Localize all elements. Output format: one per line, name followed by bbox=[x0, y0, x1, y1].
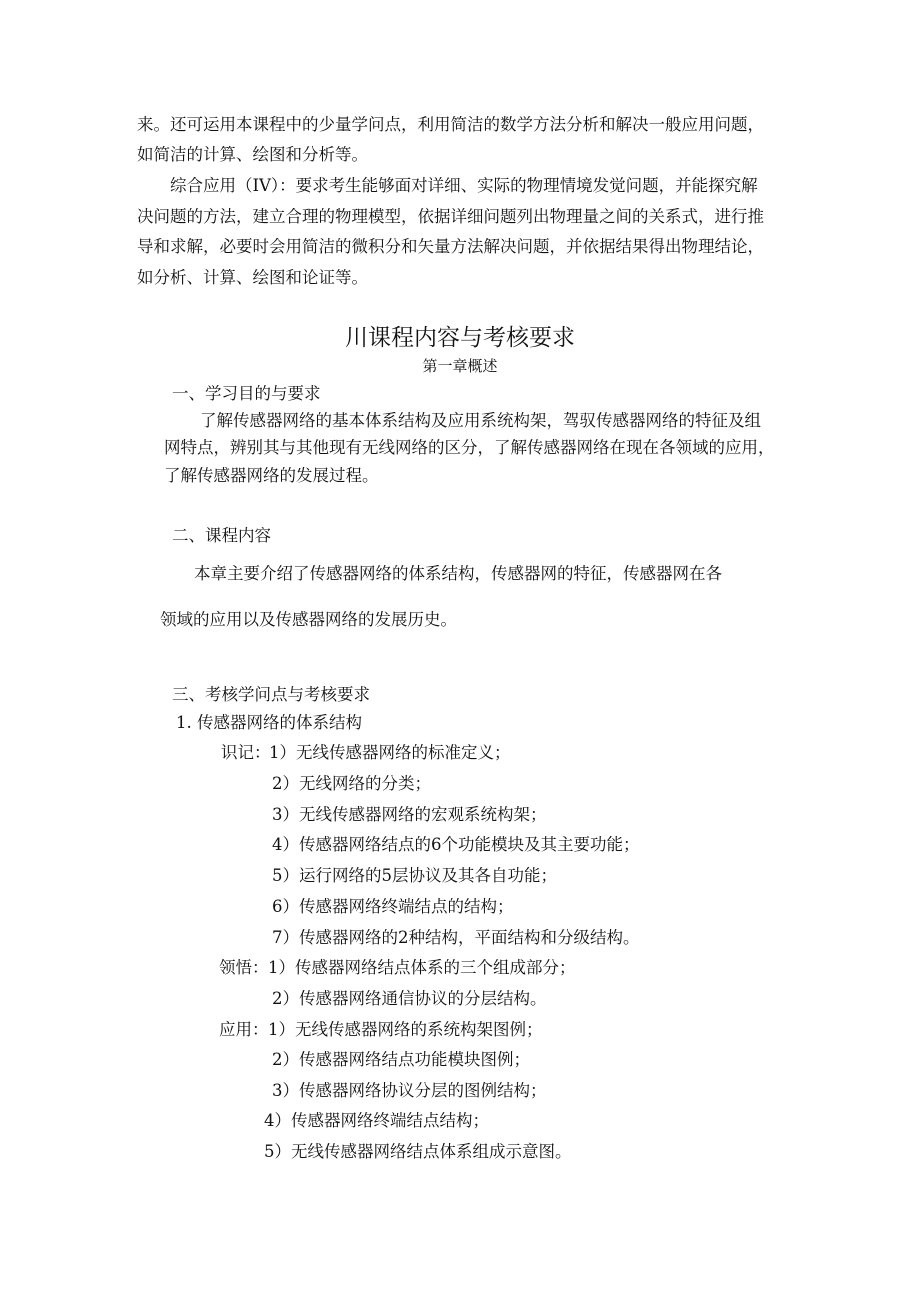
shiji-item-4: 4）传感器网络结点的6个功能模块及其主要功能； bbox=[272, 835, 640, 854]
yingyong-item-4: 4）传感器网络终端结点结构； bbox=[264, 1111, 489, 1130]
part3-heading: 三、考核学问点与考核要求 bbox=[172, 685, 370, 704]
lingwu-item-2: 2）传感器网络通信协议的分层结构。 bbox=[272, 989, 547, 1008]
shiji-item-1: 1）无线传感器网络的标准定义； bbox=[269, 743, 511, 762]
lingwu-item-1: 1）传感器网络结点体系的三个组成部分； bbox=[268, 958, 576, 977]
intro-line-2: 如简洁的计算、绘图和分析等。 bbox=[137, 145, 368, 164]
part1-para-line-3: 了解传感器网络的发展过程。 bbox=[164, 466, 379, 485]
part1-para-line-1: 了解传感器网络的基本体系结构及应用系统构架，驾驭传感器网络的特征及组 bbox=[200, 411, 761, 430]
part2-para-line-2: 领域的应用以及传感器网络的发展历史。 bbox=[160, 610, 457, 629]
yingyong-item-5: 5）无线传感器网络结点体系组成示意图。 bbox=[264, 1142, 572, 1161]
yingyong-item-3: 3）传感器网络协议分层的图例结构； bbox=[272, 1081, 547, 1100]
yingyong-item-2: 2）传感器网络结点功能模块图例； bbox=[272, 1050, 530, 1069]
shiji-item-3: 3）无线传感器网络的宏观系统构架； bbox=[272, 805, 547, 824]
yingyong-item-1: 1）无线传感器网络的系统构架图例； bbox=[268, 1020, 543, 1039]
lingwu-label: 领悟： bbox=[219, 958, 269, 977]
part1-heading: 一、学习目的与要求 bbox=[172, 384, 321, 403]
intro-line-1: 来。还可运用本课程中的少量学问点，利用简洁的数学方法分析和解决一般应用问题， bbox=[137, 115, 764, 134]
part2-para-line-1: 本章主要介绍了传感器网络的体系结构，传感器网的特征，传感器网在各 bbox=[194, 564, 722, 583]
shiji-item-5: 5）运行网络的5层协议及其各自功能； bbox=[272, 866, 557, 885]
section-title: 川课程内容与考核要求 bbox=[345, 325, 575, 351]
intro-line-3: 综合应用（IV）：要求考生能够面对详细、实际的物理情境发觉问题，并能探究解 bbox=[170, 176, 758, 195]
shiji-label: 识记： bbox=[221, 743, 271, 762]
shiji-item-2: 2）无线网络的分类； bbox=[272, 774, 431, 793]
shiji-item-7: 7）传感器网络的2种结构，平面结构和分级结构。 bbox=[272, 928, 640, 947]
yingyong-label: 应用： bbox=[219, 1020, 269, 1039]
part2-heading: 二、课程内容 bbox=[172, 526, 271, 545]
part1-para-line-2: 网特点，辨别其与其他现有无线网络的区分，了解传感器网络在现在各领域的应用， bbox=[164, 438, 775, 457]
intro-line-4: 决问题的方法，建立合理的物理模型，依据详细问题列出物理量之间的关系式，进行推 bbox=[137, 207, 764, 226]
intro-line-6: 如分析、计算、绘图和论证等。 bbox=[137, 268, 368, 287]
shiji-item-6: 6）传感器网络终端结点的结构； bbox=[272, 897, 514, 916]
chapter-title: 第一章概述 bbox=[422, 357, 498, 375]
intro-line-5: 导和求解，必要时会用简洁的微积分和矢量方法解决问题，并依据结果得出物理结论， bbox=[137, 237, 764, 256]
part3-subheading-1: 1. 传感器网络的体系结构 bbox=[176, 713, 362, 732]
